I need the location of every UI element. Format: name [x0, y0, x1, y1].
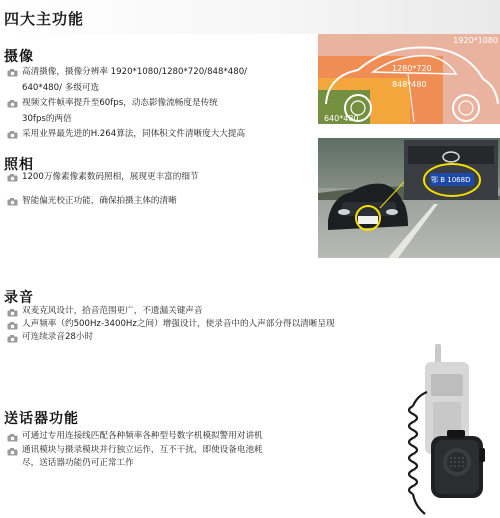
audio-bullet-list [6, 305, 456, 344]
resolution-label-640: 640*480 [324, 114, 359, 123]
list-item [6, 170, 318, 186]
car-photo-graphic [318, 138, 500, 258]
camera-icon [7, 198, 18, 206]
resolution-label-848: 848*480 [392, 80, 427, 89]
bullet-text: 可连续录音28小时 [22, 332, 94, 342]
list-item [6, 430, 386, 444]
bullet-text: 高清摄像，摄像分辨率 1920*1080/1280*720/848*480/ [22, 67, 248, 77]
camera-icon [7, 322, 18, 330]
resolution-label-1920: 1920*1080 [453, 36, 498, 45]
bullet-text: 30fps的两倍 [22, 113, 72, 124]
walkie-talkie-graphic [395, 344, 500, 518]
bullet-text: 双麦克风设计，拾音范围更广，不遗漏关键声音 [22, 306, 203, 316]
walkie-talkie-image [395, 344, 500, 518]
camera-icon [7, 131, 18, 139]
camera-icon [7, 100, 18, 108]
bullet-text: 人声频率（约500Hz-3400Hz之间）增强设计，使录音中的人声部分得以清晰呈现 [22, 319, 335, 329]
bullet-text: 通讯模块与摄录模块并行独立运作，互不干扰，即使设备电池耗 [22, 444, 263, 455]
mic-bullet-list [6, 430, 386, 471]
section-title-mic: 送话器功能 [4, 411, 79, 427]
camera-icon [7, 309, 18, 317]
list-item [6, 194, 318, 210]
camera-icon [7, 448, 18, 456]
license-plate-text: 鄂 B 1068D [431, 176, 471, 184]
camera-icon [7, 434, 18, 442]
list-item [6, 65, 318, 81]
list-item [6, 112, 318, 128]
page-title: 四大主功能 [4, 10, 85, 28]
bullet-text: 采用业界最先进的H.264算法，同体积文件清晰度大大提高 [22, 129, 246, 139]
resolution-car-graphic [318, 34, 500, 124]
list-item [6, 305, 456, 318]
list-item [6, 318, 456, 331]
section-title-video: 摄像 [4, 49, 34, 65]
bullet-text: 640*480/ 多级可选 [22, 82, 100, 93]
camera-icon [7, 174, 18, 182]
camera-icon [7, 335, 18, 343]
bullet-text: 尽，送话器功能仍可正常工作 [22, 458, 134, 468]
bullet-text: 1200万像素像素数码照相，展现更丰富的细节 [22, 172, 199, 182]
section-title-photo: 照相 [4, 157, 34, 173]
car-photo [318, 138, 500, 258]
list-item [6, 96, 318, 112]
section-title-audio: 录音 [4, 290, 34, 306]
video-bullet-list [6, 65, 318, 143]
resolution-label-1280: 1280*720 [392, 64, 432, 73]
list-item [6, 331, 456, 344]
list-item [6, 444, 386, 458]
list-item [6, 127, 318, 143]
list-item [6, 457, 386, 471]
list-item [6, 81, 318, 97]
photo-bullet-list [6, 170, 318, 209]
bullet-text: 视频文件帧率提升至60fps，动态影像流畅度是传统 [22, 98, 218, 108]
bullet-text: 可通过专用连接线匹配各种频率各种型号数字机模拟警用对讲机 [22, 431, 263, 441]
bullet-text: 智能偏光校正功能，确保拍摄主体的清晰 [22, 195, 177, 206]
camera-icon [7, 69, 18, 77]
resolution-illustration [318, 34, 500, 124]
